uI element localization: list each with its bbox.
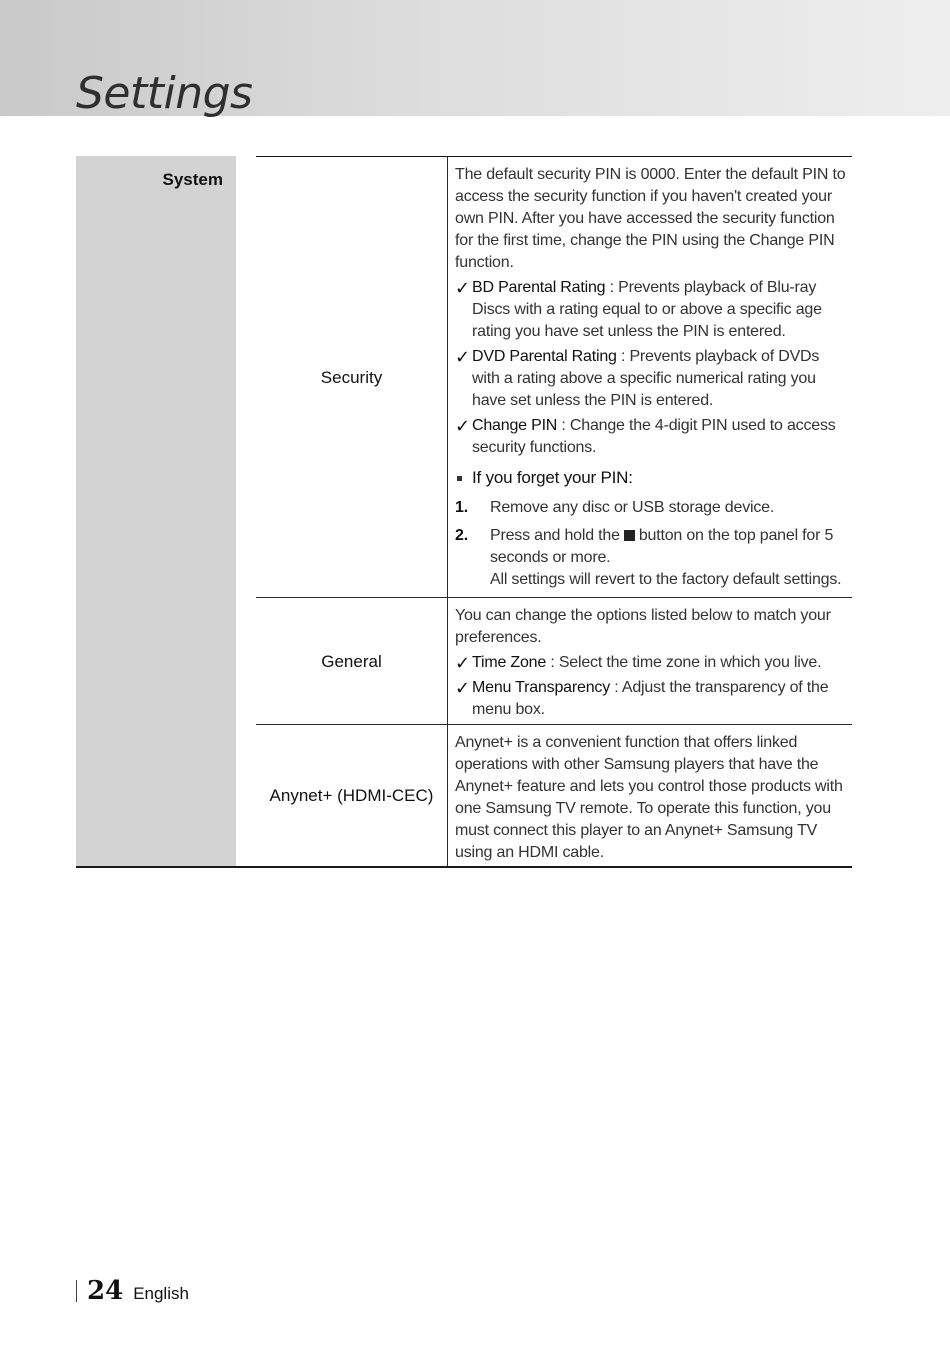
check-desc: : Select the time zone in which you live. [546,654,822,671]
step-number: 1. [455,499,468,516]
check-desc: : Prevents playback of Blu-ray Discs with a rating equal to or above a specific age rating you have set unless the PIN is entered. [472,279,822,340]
check-item [455,677,851,721]
anynet-description [455,732,851,864]
note-text: If you forget your PIN: [472,468,633,487]
general-label: General [256,598,448,725]
security-label: Security [256,157,448,598]
check-term: DVD Parental Rating [472,348,617,365]
check-item [455,277,851,343]
category-column [76,156,236,866]
settings-table [76,156,852,868]
general-intro: You can change the options listed below to match your preferences. [455,607,831,646]
anynet-row [256,724,852,866]
footer-divider [76,1280,77,1302]
security-intro: The default security PIN is 0000. Enter the default PIN to access the security function if you haven't created your own PIN. After you have accessed the security function for the first time, change the PIN using the Change PIN function. [455,166,846,271]
security-description [455,164,851,591]
step-item [455,497,851,519]
step-text-after: button on the top panel for 5 seconds or more. [490,527,834,566]
checkmark-icon: ✓ [455,416,470,436]
step-item [455,525,851,591]
check-item [455,415,851,459]
page-footer [76,1276,189,1306]
step-text: Remove any disc or USB storage device. [490,499,775,516]
page-number: 24 [87,1276,124,1306]
security-row [256,156,852,598]
check-item [455,652,851,674]
checkmark-icon: ✓ [455,653,470,673]
page-language: English [133,1284,189,1303]
check-term: BD Parental Rating [472,279,606,296]
general-row [256,597,852,725]
category-label: System [162,170,223,189]
step-number: 2. [455,527,468,544]
checkmark-icon: ✓ [455,678,470,698]
check-term: Change PIN [472,417,558,434]
page-title: Settings [76,68,253,119]
check-desc: : Prevents playback of DVDs with a rating above a specific numerical rating you have set unless the PIN is entered. [472,348,820,409]
checkmark-icon: ✓ [455,278,470,298]
square-bullet-icon [457,476,462,481]
check-desc: : Adjust the transparency of the menu box. [472,679,829,718]
check-desc: : Change the 4-digit PIN used to access security functions. [472,417,836,456]
step-text-before: Press and hold the [490,527,620,544]
anynet-label: Anynet+ (HDMI-CEC) [256,725,448,866]
step-subtext: All settings will revert to the factory default settings. [490,571,842,588]
check-item [455,346,851,412]
check-term: Time Zone [472,654,547,671]
anynet-intro: Anynet+ is a convenient function that offers linked operations with other Samsung players that have the Anynet+ feature and lets you control those products with one Samsung TV remote. To operate this function, you must connect this player to an Anynet+ Samsung TV using an HDMI cable. [455,734,843,861]
check-term: Menu Transparency [472,679,611,696]
checkmark-icon: ✓ [455,347,470,367]
general-description [455,605,851,721]
forgot-pin-note [455,467,851,489]
stop-button-icon [624,530,635,541]
